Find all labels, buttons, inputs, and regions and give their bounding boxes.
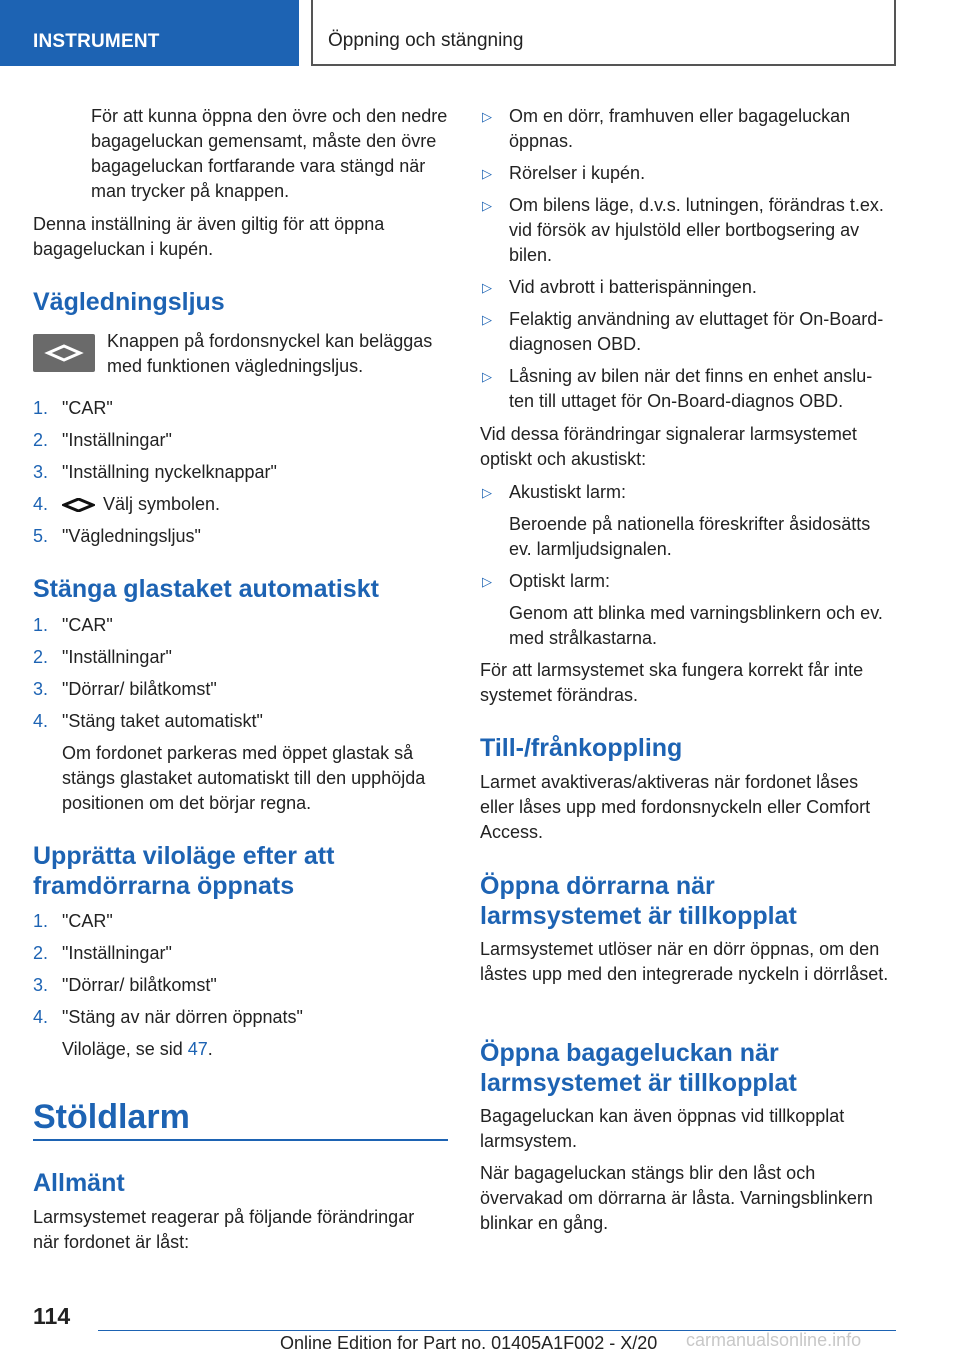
list-item: ▷ Vid avbrott i batterispänningen. xyxy=(482,277,757,297)
toggle-text: Larmet avaktiveras/aktiveras när fordonet låses eller låses upp med fordonsnyckeln eller Comfort Access. xyxy=(480,772,871,842)
roof-heading: Stänga glastaket automatiskt xyxy=(33,575,379,603)
acoustic-text: Beroende på nationella föreskrifter åsidosätts ev. larmljudsignalen. xyxy=(509,514,871,559)
guidance-light-icon xyxy=(33,334,95,372)
watermark: carmanualsonline.info xyxy=(686,1330,862,1350)
alarm-types-2 xyxy=(480,569,896,594)
alarm-types xyxy=(480,480,896,505)
list-item: 4. "Stäng taket automatiskt" xyxy=(33,711,263,731)
list-item: 2. "Inställningar" xyxy=(33,943,172,963)
toggle-heading: Till-/frånkoppling xyxy=(480,734,683,762)
list-item: ▷ Låsning av bilen när det finns en enhet anslu-ten till uttaget för On-Board-diagnos OBD. xyxy=(482,366,873,411)
list-item: 1. "CAR" xyxy=(33,615,113,635)
list-item: 3. "Dörrar/ bilåtkomst" xyxy=(33,975,217,995)
key-button-image xyxy=(33,334,95,372)
list-item: 4. Välj symbolen. xyxy=(33,494,221,514)
section-title: INSTRUMENT xyxy=(33,31,160,52)
intro-indented: För att kunna öppna den övre och den nedre bagageluckan gemensamt, måste den övre bagageluckan fortfarande vara stängd när man trycker på knappen. xyxy=(91,106,448,201)
section-divider xyxy=(33,1139,448,1141)
list-item: ▷ Om bilens läge, d.v.s. lutningen, förändras t.ex. vid försök av hjulstöld eller bortbogsering av bilen. xyxy=(482,195,884,265)
list-item: 4. "Stäng av när dörren öppnats" xyxy=(33,1007,303,1027)
correct-text: För att larmsystemet ska fungera korrekt får inte systemet förändras. xyxy=(480,660,864,705)
signal-text: Vid dessa förändringar signalerar larmsystemet optiskt och akustiskt: xyxy=(480,424,857,469)
trunk-text-2: När bagageluckan stängs blir den låst och övervakad om dörrarna är låsta. Varningsblinkern blinkar en gång. xyxy=(480,1163,873,1233)
list-item: 5. "Vägledningsljus" xyxy=(33,526,201,546)
guidance-light-symbol-icon xyxy=(62,498,95,512)
trunk-text-1: Bagageluckan kan även öppnas vid tillkopplat larmsystem. xyxy=(480,1106,845,1151)
rest-steps xyxy=(33,909,448,1037)
doors-heading: Öppna dörrarna när larmsystemet är tillkopplat xyxy=(480,872,797,930)
trunk-heading: Öppna bagageluckan när larmsystemet är tillkopplat xyxy=(480,1039,797,1097)
list-item: ▷ Rörelser i kupén. xyxy=(482,163,646,183)
rest-note: Viloläge, se sid 47. xyxy=(62,1039,213,1059)
optical-text: Genom att blinka med varningsblinkern och ev. med strålkastarna. xyxy=(509,603,883,648)
list-item: 1. "CAR" xyxy=(33,911,113,931)
list-item: 2. "Inställningar" xyxy=(33,647,172,667)
alarm-heading: Stöldlarm xyxy=(33,1098,190,1136)
section-tab xyxy=(0,0,299,66)
change-list xyxy=(480,104,896,421)
list-item: 3. "Dörrar/ bilåtkomst" xyxy=(33,679,217,699)
page-number: 114 xyxy=(33,1303,71,1329)
guide-heading: Vägledningsljus xyxy=(33,288,225,316)
roof-note: Om fordonet parkeras med öppet glastak så stängs glastaket automatiskt till den upphöjda positionen om det börjar regna. xyxy=(62,743,426,813)
list-item: 2. "Inställningar" xyxy=(33,430,172,450)
chapter-tab xyxy=(311,0,896,66)
list-item: ▷ Akustiskt larm: xyxy=(482,482,627,502)
intro-para: Denna inställning är även giltig för att öppna bagageluckan i kupén. xyxy=(33,214,385,259)
page-link[interactable]: 47 xyxy=(187,1039,208,1059)
edition-text: Online Edition for Part no. 01405A1F002 - X/20 xyxy=(280,1333,658,1353)
list-item: ▷ Felaktig användning av eluttaget för On-Board-diagnosen OBD. xyxy=(482,309,884,354)
guide-steps xyxy=(33,396,448,556)
doors-text: Larmsystemet utlöser när en dörr öppnas, om den låstes upp med den integrerade nyckeln i dörrlåset. xyxy=(480,939,889,984)
list-item: 3. "Inställning nyckelknappar" xyxy=(33,462,277,482)
guide-text: Knappen på fordonsnyckel kan beläggas med funktionen vägledningsljus. xyxy=(107,331,433,376)
general-heading: Allmänt xyxy=(33,1169,125,1197)
roof-steps xyxy=(33,613,448,741)
chapter-title: Öppning och stängning xyxy=(328,30,524,51)
rest-heading: Upprätta viloläge efter att framdörrarna öppnats xyxy=(33,842,335,900)
list-item: ▷ Om en dörr, framhuven eller bagageluckan öppnas. xyxy=(482,106,851,151)
list-item: 1. "CAR" xyxy=(33,398,113,418)
general-text: Larmsystemet reagerar på följande förändringar när fordonet är låst: xyxy=(33,1207,415,1252)
list-item: ▷ Optiskt larm: xyxy=(482,571,611,591)
